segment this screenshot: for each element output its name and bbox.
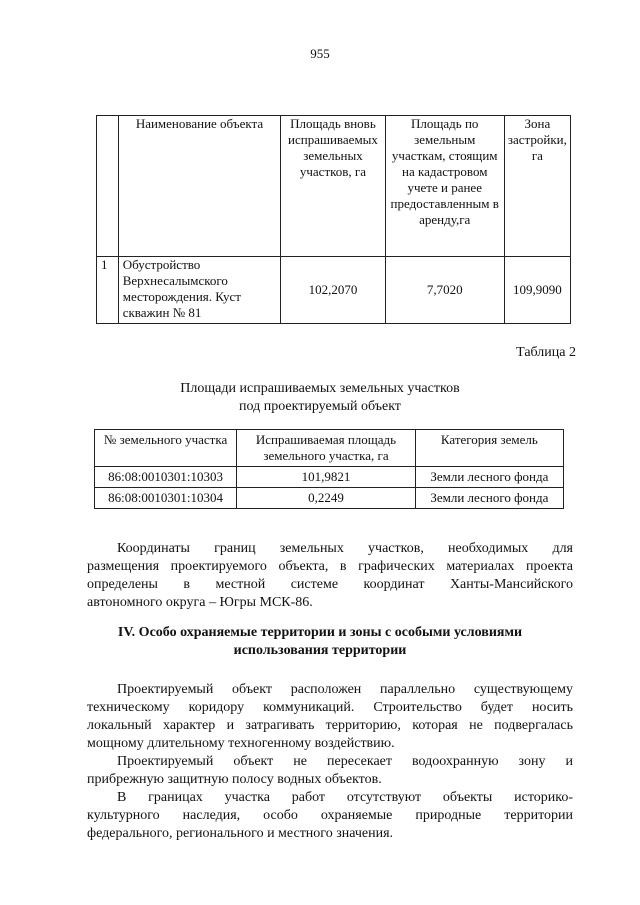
table-row <box>97 257 571 324</box>
heritage-paragraph <box>87 789 573 843</box>
table-row <box>95 488 564 509</box>
table-cell-area: 0,2249 <box>237 488 416 509</box>
table2-title <box>0 380 640 416</box>
paragraph-line: Проектируемый объект не пересекает водоохранную зону и <box>117 754 573 769</box>
paragraph-line: прибрежную защитную полосу водных объектов. <box>87 772 382 787</box>
table-header-cell: Испрашиваемая площадь земельного участка, га <box>237 430 416 467</box>
paragraph-line: культурного наследия, особо охраняемые природные территории <box>87 808 573 823</box>
table-header-cell: Зона застройки, га <box>504 116 570 257</box>
table-cell-area: 101,9821 <box>237 467 416 488</box>
paragraph-line: Координаты границ земельных участков, необходимых для <box>117 541 573 556</box>
objects-area-table <box>96 115 571 324</box>
table-cell-plot-id: 86:08:0010301:10304 <box>95 488 237 509</box>
table-cell-category: Земли лесного фонда <box>415 488 563 509</box>
table-header-cell: № земельного участка <box>95 430 237 467</box>
table-cell-plot-id: 86:08:0010301:10303 <box>95 467 237 488</box>
table-cell-area-new: 102,2070 <box>281 257 386 324</box>
paragraph-line: техническому коридору коммуникаций. Строительство будет носить <box>87 700 573 715</box>
table-cell-zone: 109,9090 <box>504 257 570 324</box>
paragraph-line: мощному длительному техногенному воздействию. <box>87 736 395 751</box>
table-header-row <box>95 430 564 467</box>
coordinates-paragraph <box>87 540 573 612</box>
land-plots-table <box>94 429 564 509</box>
paragraph-line: В границах участка работ отсутствуют объекты историко- <box>117 790 573 805</box>
paragraph-line: локальный характер и затрагивать территорию, которая не подвергалась <box>87 718 573 733</box>
table-header-row <box>97 116 571 257</box>
table2-title-line: под проектируемый объект <box>239 399 401 414</box>
paragraph-line: определены в местной системе координат Ханты-Мансийского <box>87 577 573 592</box>
paragraph-line: размещения проектируемого объекта, в графических материалах проекта <box>87 559 573 574</box>
table-header-cell <box>97 116 119 257</box>
table-header-cell: Площадь по земельным участкам, стоящим на кадастровом учете и ранее предоставленным в аренду,га <box>385 116 504 257</box>
table-cell-name: Обустройство Верхнесалымского месторождения. Куст скважин № 81 <box>118 257 280 324</box>
table-header-cell: Площадь вновь испрашиваемых земельных участков, га <box>281 116 386 257</box>
water-zone-paragraph <box>87 753 573 789</box>
table-header-cell: Категория земель <box>415 430 563 467</box>
paragraph-line: автономного округа – Югры МСК-86. <box>87 595 313 610</box>
section-heading <box>0 624 640 660</box>
section-heading-line: использования территории <box>233 643 407 658</box>
section-heading-line: IV. Особо охраняемые территории и зоны с особыми условиями <box>117 625 523 640</box>
table-header-cell: Наименование объекта <box>118 116 280 257</box>
paragraph-line: федерального, регионального и местного значения. <box>87 826 394 841</box>
project-paragraph <box>87 681 573 753</box>
table-cell-category: Земли лесного фонда <box>415 467 563 488</box>
table2-label: Таблица 2 <box>516 345 576 360</box>
paragraph-line: Проектируемый объект расположен параллельно существующему <box>117 682 573 697</box>
table-row <box>95 467 564 488</box>
page-number: 955 <box>310 46 330 61</box>
table-cell-area-cadastral: 7,7020 <box>385 257 504 324</box>
table2-title-line: Площади испрашиваемых земельных участков <box>180 381 460 396</box>
table-cell-index: 1 <box>97 257 119 324</box>
